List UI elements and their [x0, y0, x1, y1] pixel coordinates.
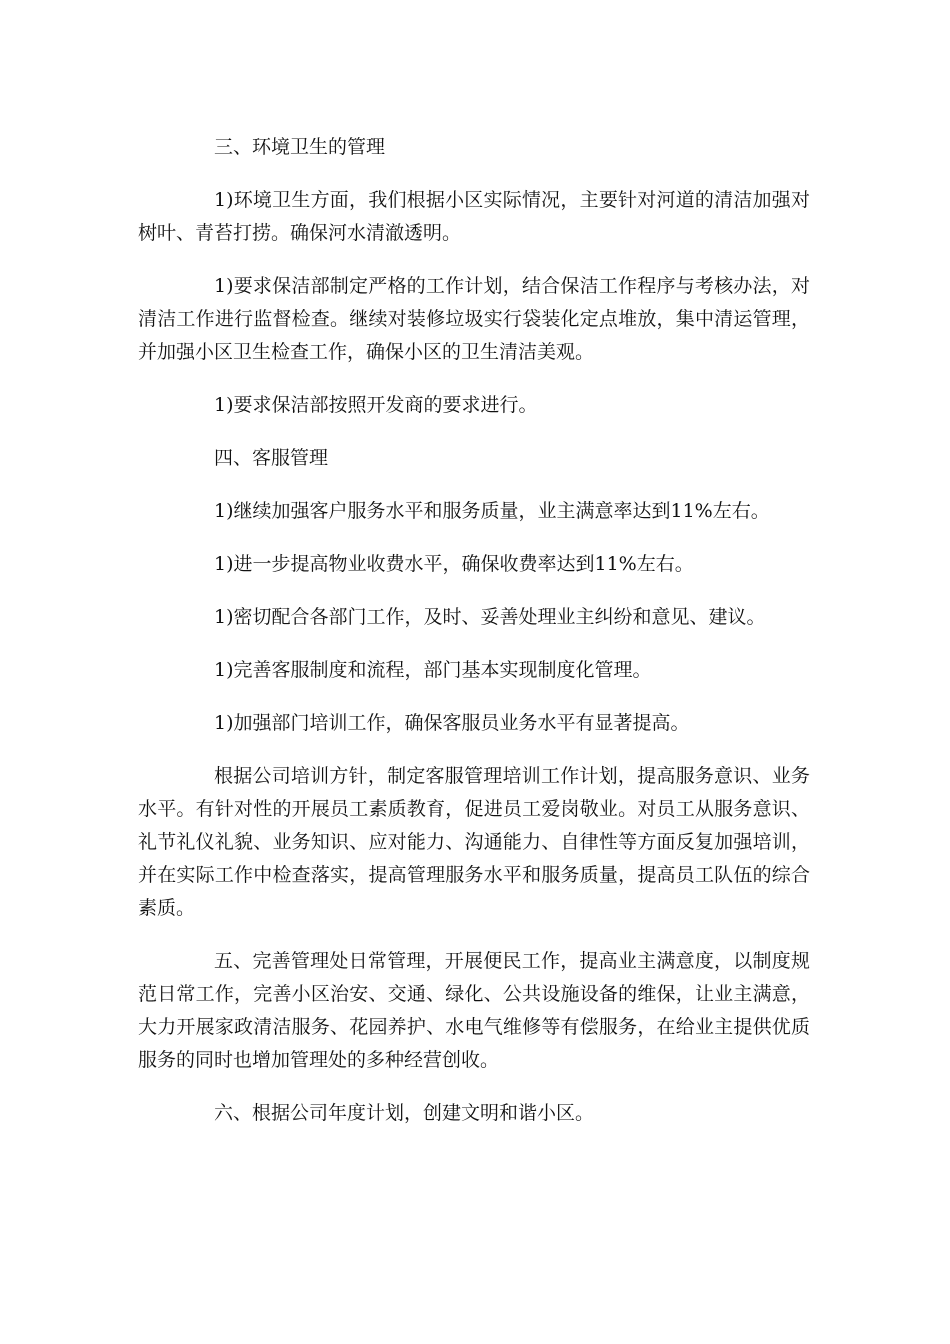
document-body: [138, 131, 810, 1150]
section-paragraph-harmonious-community: 六、根据公司年度计划，创建文明和谐小区。: [214, 1102, 595, 1124]
section-heading-customer-service: 四、客服管理: [214, 447, 329, 469]
paragraph-river-cleaning: 1)环境卫生方面，我们根据小区实际情况，主要针对河道的清洁加强对树叶、青苔打捞。确保河水清澈透明。: [138, 189, 810, 244]
paragraph-service-system: 1)完善客服制度和流程，部门基本实现制度化管理。: [214, 659, 652, 681]
paragraph-training: 1)加强部门培训工作，确保客服员业务水平有显著提高。: [214, 712, 690, 734]
paragraph-cleaning-plan: 1)要求保洁部制定严格的工作计划，结合保洁工作程序与考核办法，对清洁工作进行监督检查。继续对装修垃圾实行袋装化定点堆放，集中清运管理，并加强小区卫生检查工作，确保小区的卫生清洁美观。: [138, 275, 810, 363]
section-heading-environment: 三、环境卫生的管理: [214, 136, 386, 158]
paragraph-fee-collection: 1)进一步提高物业收费水平，确保收费率达到11%左右。: [214, 553, 694, 575]
paragraph-service-quality: 1)继续加强客户服务水平和服务质量，业主满意率达到11%左右。: [214, 500, 770, 522]
paragraph-developer-requirements: 1)要求保洁部按照开发商的要求进行。: [214, 394, 538, 416]
section-paragraph-daily-management: 五、完善管理处日常管理，开展便民工作，提高业主满意度，以制度规范日常工作，完善小区治安、交通、绿化、公共设施设备的维保，让业主满意，大力开展家政清洁服务、花园养护、水电气维修等有偿服务，在给业主提供优质服务的同时也增加管理处的多种经营创收。: [138, 950, 810, 1071]
paragraph-coordination: 1)密切配合各部门工作，及时、妥善处理业主纠纷和意见、建议。: [214, 606, 766, 628]
paragraph-training-plan: 根据公司培训方针，制定客服管理培训工作计划，提高服务意识、业务水平。有针对性的开展员工素质教育，促进员工爱岗敬业。对员工从服务意识、礼节礼仪礼貌、业务知识、应对能力、沟通能力、自律性等方面反复加强培训，并在实际工作中检查落实，提高管理服务水平和服务质量，提高员工队伍的综合素质。: [138, 765, 810, 919]
